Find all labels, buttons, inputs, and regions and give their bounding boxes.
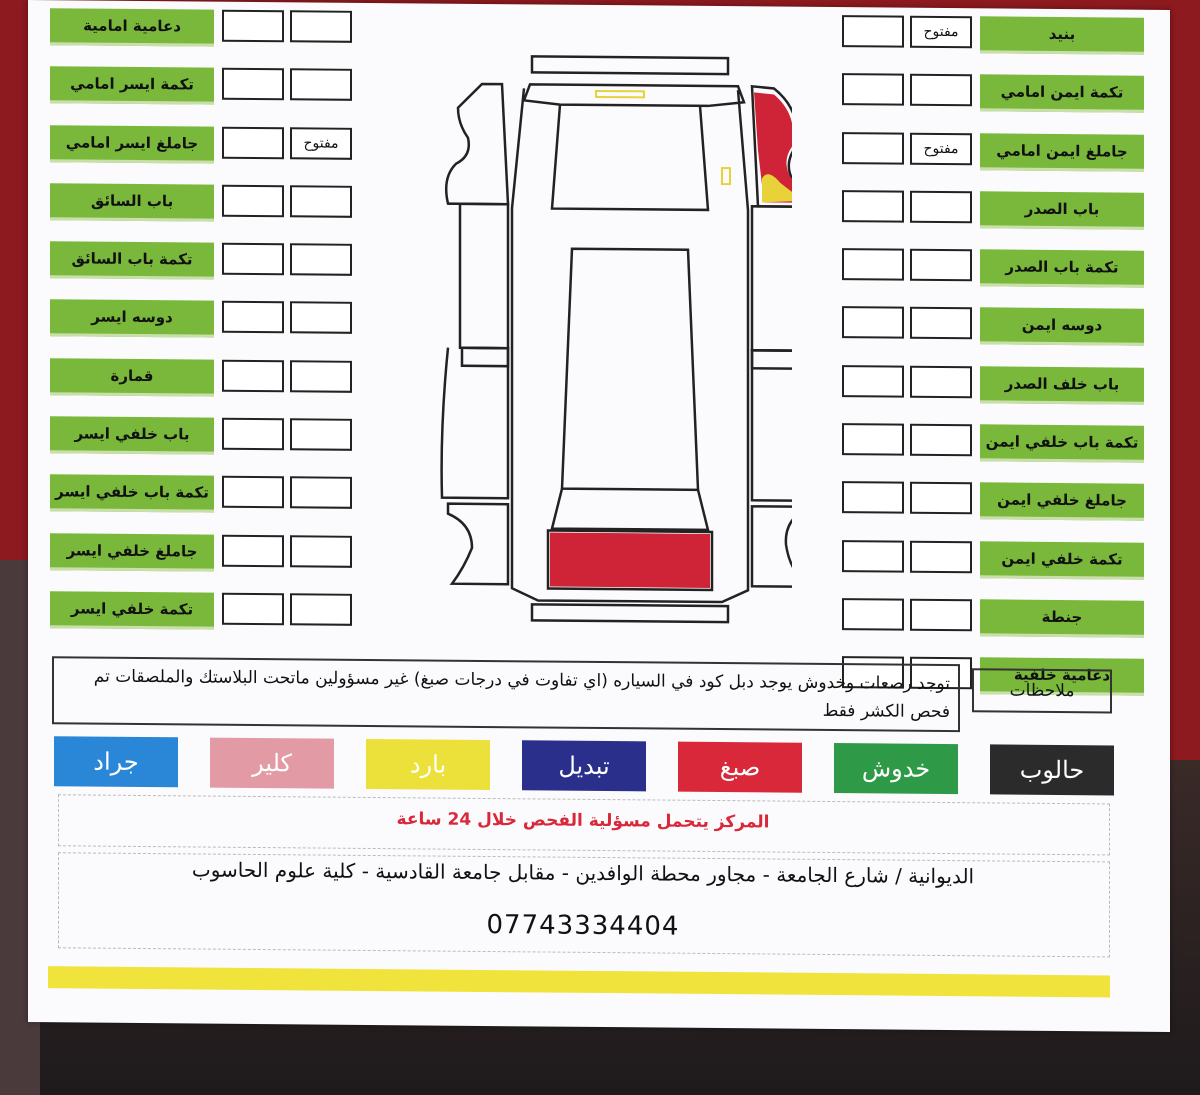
part-status-box-1[interactable] (222, 68, 284, 101)
part-status-box-2[interactable] (290, 477, 352, 510)
part-row (804, 246, 1144, 307)
address-text: الديوانية / شارع الجامعة - مجاور محطة الوافدين - مقابل جامعة القادسية - كلية علوم الحاسوب (191, 857, 975, 889)
right-rear-fender-outline (752, 506, 792, 587)
part-row (50, 181, 390, 242)
part-row (804, 129, 1144, 190)
part-status-box-2[interactable] (842, 307, 904, 340)
damage-legend (54, 736, 1114, 801)
part-status-box-2[interactable] (290, 10, 352, 43)
rear-bumper-outline (532, 604, 728, 622)
part-label: باب خلف الصدر (980, 366, 1144, 404)
notes-label: ملاحظات (972, 668, 1112, 713)
part-label: تكمة باب السائق (50, 241, 214, 279)
right-parts-column (804, 13, 1144, 716)
part-status-box-2[interactable] (842, 248, 904, 281)
part-row (50, 123, 390, 184)
part-status-box-1[interactable] (222, 126, 284, 159)
part-status-box-2[interactable] (842, 190, 904, 223)
part-row (50, 531, 390, 592)
part-label: قمارة (50, 358, 214, 396)
part-status-box-2[interactable] (842, 15, 904, 48)
part-status-box-1[interactable] (910, 365, 972, 398)
part-status-box-1[interactable] (222, 476, 284, 509)
part-status-box-2[interactable] (842, 598, 904, 631)
part-row (804, 304, 1144, 365)
part-status-box-1[interactable] (910, 482, 972, 515)
legend-swatch: كلير (210, 738, 334, 789)
roof-outline (562, 249, 698, 490)
part-row (50, 589, 390, 650)
part-label: دعامية خلفية (980, 658, 1144, 696)
body-outline (512, 88, 748, 602)
legend-swatch: حالوب (990, 744, 1114, 795)
part-status-box-2[interactable] (290, 243, 352, 276)
part-status-box-2[interactable] (842, 481, 904, 514)
part-status-box-2[interactable] (290, 185, 352, 218)
part-status-box-1[interactable] (222, 10, 284, 43)
part-status-box-2[interactable] (842, 540, 904, 573)
part-row (804, 363, 1144, 424)
part-row (804, 71, 1144, 132)
part-status-box-1[interactable] (222, 185, 284, 218)
part-row (804, 188, 1144, 249)
part-row (804, 13, 1144, 74)
part-status-box-1[interactable] (222, 593, 284, 626)
part-row (50, 473, 390, 534)
part-label: تكمة باب خلفي ايمن (980, 424, 1144, 462)
part-label: دعامية امامية (50, 8, 214, 46)
part-status-box-1[interactable] (222, 418, 284, 451)
part-label: تكمة ايسر امامي (50, 66, 214, 104)
paint-mark-trunk (550, 533, 710, 588)
part-label: تكمة ايمن امامي (980, 75, 1144, 113)
notes-text: توجد رصعات وخدوش يوجد دبل كود في السياره (اي تفاوت في درجات صبغ) غير مسؤولين ماتحت البلاستك والملصقات تم فحص الكشر فقط (52, 656, 960, 732)
legend-swatch: بارد (366, 739, 490, 790)
part-status-box-2[interactable] (842, 73, 904, 106)
clear-mark-windshield (722, 168, 730, 184)
footer-yellow-bar (48, 966, 1110, 997)
inspection-sheet (28, 0, 1170, 1032)
part-row (50, 298, 390, 359)
part-status-box-2[interactable] (290, 535, 352, 568)
part-row (804, 421, 1144, 482)
part-label: بنيد (980, 16, 1144, 54)
part-status-box-1[interactable] (222, 359, 284, 392)
part-label: تكمة باب الصدر (980, 249, 1144, 287)
disclaimer-text: المركز يتحمل مسؤلية الفحص خلال 24 ساعة (396, 809, 770, 833)
part-row (804, 537, 1144, 598)
part-label: جنطة (980, 599, 1144, 637)
part-status-box-2[interactable] (290, 302, 352, 335)
left-rear-door-outline (442, 348, 508, 499)
part-label: جاملغ ايسر امامي (50, 125, 214, 163)
legend-swatch: تبديل (522, 740, 646, 791)
part-label: دوسه ايمن (980, 308, 1144, 346)
part-status-box-1[interactable] (910, 74, 972, 107)
part-status-box-2[interactable] (842, 423, 904, 456)
part-label: تكمة خلفي ايسر (50, 591, 214, 629)
part-status-box-2[interactable] (290, 418, 352, 451)
part-status-box-2[interactable] (290, 69, 352, 102)
right-front-door-outline (752, 206, 792, 351)
part-row (804, 479, 1144, 540)
part-label: تكمة خلفي ايمن (980, 541, 1144, 579)
clear-mark-hood (596, 91, 644, 97)
part-label: جاملغ خلفي ايسر (50, 533, 214, 571)
part-row (50, 6, 390, 67)
part-status-box-2[interactable] (290, 593, 352, 626)
part-label: تكمة باب خلفي ايسر (50, 475, 214, 513)
part-status-box-1[interactable]: مفتوح (910, 132, 972, 165)
left-front-door-outline (448, 204, 508, 349)
part-label: باب السائق (50, 183, 214, 221)
part-label: باب الصدر (980, 191, 1144, 229)
hood-outline (524, 84, 744, 106)
part-status-box-1[interactable] (910, 540, 972, 573)
part-status-box-1[interactable] (910, 307, 972, 340)
part-row (50, 356, 390, 417)
front-bumper-outline (532, 56, 728, 74)
part-status-box-1[interactable] (222, 301, 284, 334)
part-status-box-1[interactable] (222, 243, 284, 276)
legend-swatch: صبغ (678, 742, 802, 793)
part-row (50, 239, 390, 300)
right-rear-door-outline (752, 350, 792, 501)
left-rear-fender-outline (448, 504, 508, 585)
part-label: باب خلفي ايسر (50, 416, 214, 454)
part-status-box-1[interactable] (910, 191, 972, 224)
part-status-box-2[interactable] (842, 365, 904, 398)
part-row (50, 414, 390, 475)
left-front-fender-outline (446, 84, 508, 205)
part-row (50, 64, 390, 125)
part-status-box-2[interactable] (290, 360, 352, 393)
part-label: دوسه ايسر (50, 300, 214, 338)
part-status-box-1[interactable]: مفتوح (910, 16, 972, 49)
part-label: جاملغ ايمن امامي (980, 133, 1144, 171)
part-status-box-1[interactable] (222, 534, 284, 567)
legend-swatch: خدوش (834, 743, 958, 794)
part-status-box-2[interactable]: مفتوح (290, 127, 352, 160)
windshield-outline (552, 105, 708, 210)
part-status-box-1[interactable] (910, 599, 972, 632)
left-parts-column (50, 6, 390, 650)
rear-window-outline (552, 489, 708, 530)
part-status-box-2[interactable] (842, 132, 904, 165)
legend-swatch: جراد (54, 736, 178, 787)
part-status-box-1[interactable] (910, 249, 972, 282)
car-body-diagram (412, 47, 792, 630)
part-label: جاملغ خلفي ايمن (980, 483, 1144, 521)
part-row (804, 596, 1144, 657)
phone-number: 07743334404 (486, 910, 680, 942)
part-status-box-1[interactable] (910, 424, 972, 457)
